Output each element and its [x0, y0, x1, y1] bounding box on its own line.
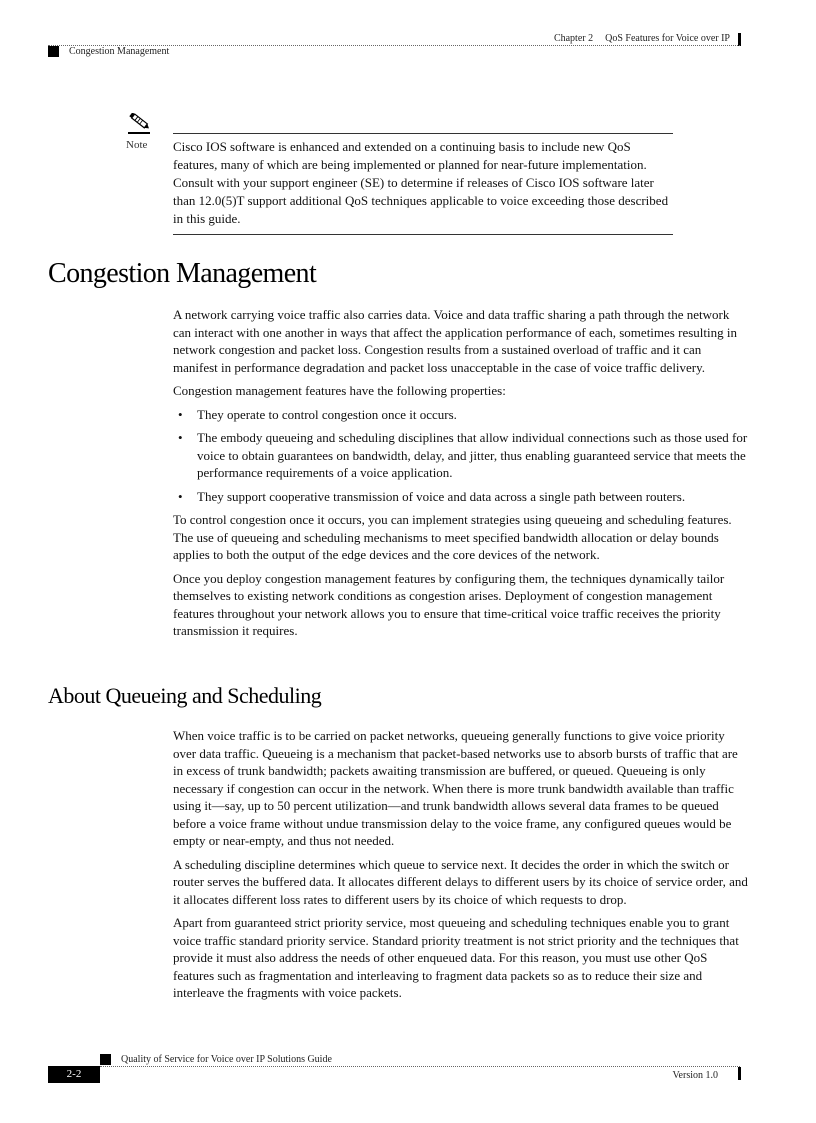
section-title-congestion-management: Congestion Management	[48, 258, 317, 289]
running-header-section: Congestion Management	[69, 46, 170, 57]
paragraph: A network carrying voice traffic also carries data. Voice and data traffic sharing a path through the network can interact with one another in ways that affect the application performance of each, sometimes resulting in network congestion and packet loss. Congestion results from a sustained overload of traffic and it can manifest in performance degradation and packet loss unacceptable in the case of voice traffic delivery.	[173, 307, 737, 375]
footer-tick-mark	[738, 1067, 741, 1080]
footer-book-title: Quality of Service for Voice over IP Solutions Guide	[121, 1054, 332, 1065]
note-text: Cisco IOS software is enhanced and extended on a continuing basis to include new QoS features, many of which are being implemented or planned for near-future implementation. Consult with your support engineer (SE) to determine if releases of Cisco IOS software later than 12.0(5)T support additional QoS techniques applicable to voice exceeding those described in this guide.	[173, 133, 673, 235]
paragraph: When voice traffic is to be carried on packet networks, queueing generally functions to give voice priority over data traffic. Queueing is a mechanism that packet-based networks use to absorb bursts of traffic that are in excess of trunk bandwidth; packets awaiting transmission are buffered, or queued. Queueing is only necessary if congestion can occur in the network. When there is more trunk bandwidth available than traffic using it—say, up to 50 percent utilization—and trunk bandwidth allows several data frames to be queued before a voice frame without undue transmission delay to the voice frame, any configured queues would be empty or near-empty, and thus not needed.	[173, 728, 738, 848]
list-item	[173, 406, 748, 424]
footer-version: Version 1.0	[672, 1070, 718, 1081]
running-header-chapter	[554, 33, 730, 44]
paragraph: A scheduling discipline determines which queue to service next. It decides the order in which the switch or router serves the buffered data. It allocates different delays to different users by its choice of service order, and it allocates different loss rates to different users by its choice of which requests to drop.	[173, 856, 748, 907]
chapter-number: Chapter 2	[553, 33, 594, 44]
congestion-management-body	[173, 306, 748, 646]
chapter-title: QoS Features for Voice over IP	[605, 33, 730, 44]
list-item-text: They operate to control congestion once it occurs.	[197, 406, 457, 422]
queueing-scheduling-body	[173, 727, 748, 1008]
note-label: Note	[126, 139, 148, 151]
list-item-text: The embody queueing and scheduling disciplines that allow individual connections such as those used for voice to obtain guarantees on bandwidth, delay, and jitter, thus enabling guaranteed service that meets the performance requirements of a voice application.	[197, 430, 748, 480]
list-item-text: They support cooperative transmission of voice and data across a single path between routers.	[197, 488, 686, 504]
paragraph: Apart from guaranteed strict priority service, most queueing and scheduling techniques enable you to grant voice traffic standard priority service. Standard priority treatment is not strict priority and the techniques that provide it must also address the needs of other enqueued data. For this reason, you must use other QoS features such as fragmentation and interleaving to fragment data packets so as to reduce their size and interleave the fragments with voice packets.	[173, 915, 739, 1000]
list-item	[173, 429, 748, 482]
bullet-icon: •	[178, 488, 183, 504]
paragraph: To control congestion once it occurs, you can implement strategies using queueing and scheduling features. The use of queueing and scheduling mechanisms to meet specified bandwidth allocation or delay bounds applies to both the output of the edge devices and the core devices of the network.	[173, 512, 732, 562]
header-section-marker	[48, 46, 59, 57]
page-number: 2-2	[48, 1066, 100, 1083]
footer-marker	[100, 1054, 111, 1065]
paragraph: Congestion management features have the following properties:	[173, 383, 506, 398]
properties-list	[173, 406, 748, 506]
subsection-title-queueing-scheduling: About Queueing and Scheduling	[48, 683, 322, 708]
bullet-icon: •	[178, 430, 183, 445]
pencil-note-icon	[127, 113, 153, 135]
paragraph: Once you deploy congestion management features by configuring them, the techniques dynamically tailor themselves to existing network conditions as congestion arises. Deployment of congestion management features throughout your network allows you to ensure that time-critical voice traffic receives the priority transmission it requires.	[173, 570, 725, 638]
list-item	[173, 488, 748, 506]
bullet-icon: •	[178, 406, 183, 422]
footer-rule	[100, 1066, 740, 1067]
